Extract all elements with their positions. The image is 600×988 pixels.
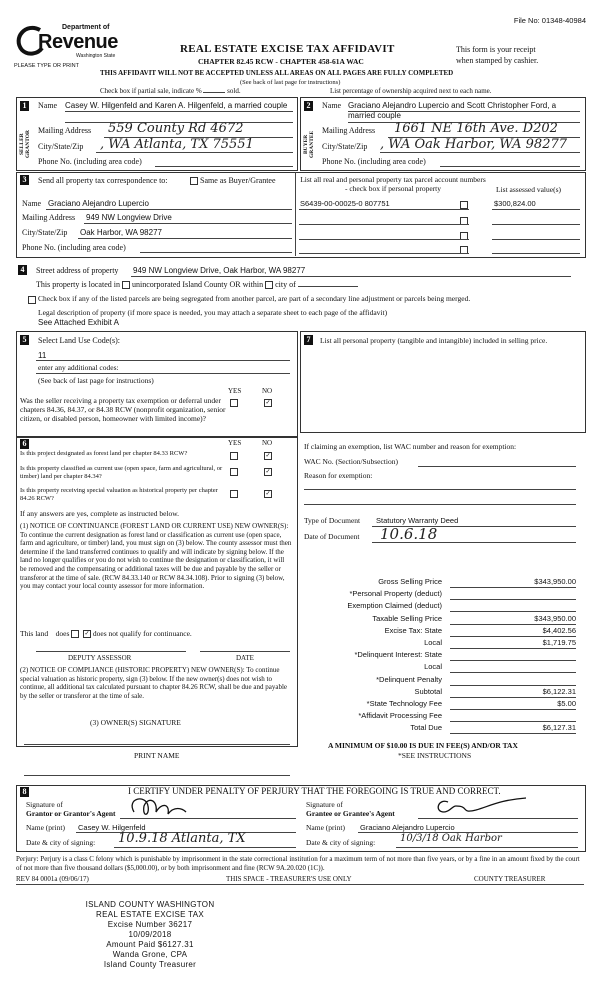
section-6-box [16,437,298,747]
grantee-agent-label: Grantee or Grantee's Agent [306,809,395,818]
location-line [36,280,358,289]
grantee-name-label: Name (print) [306,823,345,832]
forest-question: Is this project designated as forest land per chapter 84.33 RCW? [20,450,188,457]
correspondence-mail-label: Mailing Address [22,213,76,222]
land-use-code: 11 [38,351,47,360]
seller-name: Casey W. Hilgenfeld and Karen A. Hilgenfeld, a married couple [65,101,288,110]
grantee-date-city: 10/3/18 Oak Harbor [400,833,502,844]
see-instructions-note: *SEE INSTRUCTIONS [398,751,472,760]
tax-row-value [450,650,576,661]
exemption-claim-label: If claiming an exemption, list WAC number and reason for exemption: [304,442,517,451]
buyer-mail: 1661 NE 16th Ave. D202 [394,121,558,136]
tax-row-label: *Delinquent Interest: State [354,650,442,660]
this-land-label: This land [20,629,49,638]
seller-phone-label: Phone No. (including area code) [38,157,142,166]
tax-row [300,600,584,612]
unincorporated-checkbox[interactable] [122,281,130,289]
sec5-yes-header: YES [228,387,242,395]
partial-sale-label [100,87,241,95]
tax-row [300,710,584,722]
tax-row-label: Excise Tax: State [384,625,442,635]
grantor-agent-label: Grantor or Grantor's Agent [26,809,116,818]
stamp-line: Excise Number 36217 [107,920,193,929]
tax-computation-table [300,576,584,734]
print-name-label: PRINT NAME [134,751,180,760]
county-treasurer-label: COUNTY TREASURER [474,875,546,883]
tax-row-value [450,662,576,673]
section-3-number: 3 [20,175,29,185]
tax-row-value: $343,950.00 [450,614,576,625]
tax-row [300,649,584,661]
seller-city: , WA Atlanta, TX 75551 [100,137,254,152]
legal-description-label: Legal description of property (if more space is needed, you may attach a separate sheet to each page of the affidavit) [38,308,388,317]
tax-row-value [450,589,576,600]
same-as-buyer-label: Same as Buyer/Grantee [200,176,276,185]
logo-main: Revenue [38,31,118,53]
tax-row-label: *Delinquent Penalty [376,674,442,684]
owner-signature-label: (3) OWNER(S) SIGNATURE [90,718,181,727]
doc-date-label: Date of Document [304,532,360,541]
sec6-yes-header: YES [228,439,242,447]
section-2-number: 2 [304,101,313,111]
tax-row [300,625,584,637]
stamp-line: Wanda Grone, CPA [112,950,188,959]
see-back-note: (See back of last page for instructions) [240,79,341,86]
buyer-side-label: BUYER GRANTEE [303,130,315,158]
deputy-assessor-label: DEPUTY ASSESSOR [68,654,132,662]
minimum-fee-note: A MINIMUM OF $10.00 IS DUE IN FEE(S) AND/OR TAX [328,741,518,750]
buyer-phone-label: Phone No. (including area code) [322,157,426,166]
form-subtitle: CHAPTER 82.45 RCW - CHAPTER 458-61A WAC [198,57,364,66]
correspondence-mail: 949 NW Longview Drive [86,213,172,222]
buyer-name: Graciano Alejandro Lupercio and Scott Christopher Ford, a married couple [348,101,557,120]
segregation-text: Check box if any of the listed parcels are being segregated from another parcel, are part of a secondary line adjustment or parcels being merged. [38,294,471,303]
sec5-yes-checkbox[interactable] [230,399,238,407]
located-label: This property is located in [36,280,120,289]
personal-property-checkbox-1[interactable] [460,201,468,209]
please-type: PLEASE TYPE OR PRINT [14,63,80,69]
tax-row [300,722,584,734]
tax-row [300,576,584,588]
parcel-header: List all real and personal property tax parcel account numbers - check box if personal property [300,175,486,193]
stamp-line: 10/09/2018 [128,930,172,939]
assessor-date-label: DATE [236,654,254,662]
buyer-name-label: Name [322,101,342,110]
section-8-number: 8 [20,787,29,797]
street-label: Street address of property [36,266,119,275]
tax-row-value [450,711,576,722]
correspondence-name-label: Name [22,199,42,208]
sec5-no-header: NO [262,387,273,395]
buyer-city-label: City/State/Zip [322,142,368,151]
city-of-label: city of [275,280,296,289]
buyer-city: , WA Oak Harbor, WA 98277 [380,137,568,152]
grantor-date-label: Date & city of signing: [26,838,96,847]
grantee-signature-icon[interactable] [430,794,530,818]
tax-row-label: Subtotal [414,686,442,696]
segregation-checkbox[interactable] [28,295,36,304]
sec5-no-checkbox[interactable]: ✓ [265,400,271,407]
seller-city-label: City/State/Zip [38,142,84,151]
seller-side-label: SELLER GRANTOR [19,130,31,159]
section-7-number: 7 [304,335,313,345]
historic-no-checkbox[interactable]: ✓ [265,491,271,498]
grantor-signature-label [26,800,116,818]
does-not-checkbox[interactable]: ✓ [84,631,90,638]
sec6-no-header: NO [262,439,273,447]
city-of-checkbox[interactable] [265,281,273,289]
current-use-no-checkbox[interactable]: ✓ [265,469,271,476]
tax-row [300,698,584,710]
assessed-header: List assessed value(s) [496,185,561,194]
tax-row-label: *Affidavit Processing Fee [358,711,442,721]
ownership-note: List percentage of ownership acquired next to each name. [330,87,492,95]
tax-row-value: $6,122.31 [450,687,576,698]
additional-codes-label: enter any additional codes: [38,363,119,372]
historic-question: Is this property receiving special valuation as historical property per chapter 84.26 RCW? [20,487,218,502]
current-use-yes-checkbox[interactable] [230,468,238,476]
unincorporated-label: unincorporated Island County OR within [131,280,264,289]
stamp-line: REAL ESTATE EXCISE TAX [96,910,204,919]
does-not-label: does not qualify for continuance. [92,629,192,638]
doc-type-label: Type of Document [304,516,361,525]
tax-row-label: Taxable Selling Price [372,613,442,623]
acceptance-warning: THIS AFFIDAVIT WILL NOT BE ACCEPTED UNLESS ALL AREAS ON ALL PAGES ARE FULLY COMPLETED [100,69,454,77]
stamp-line: ISLAND COUNTY WASHINGTON [85,900,215,909]
notice-of-compliance: (2) NOTICE OF COMPLIANCE (HISTORIC PROPERTY) NEW OWNER(S): To continue special valuation as historic property, sign (3) below. If the new owner(s) does not wish to continue, all additional tax calculated pursuant to chapter 84.26 RCW, shall be due and payable by the seller or transferor at the time of sale. [20,666,288,700]
tax-row [300,613,584,625]
send-correspondence-label: Send all property tax correspondence to: [38,176,168,185]
tax-row-label: *Personal Property (deduct) [349,589,442,599]
tax-row [300,637,584,649]
tax-row [300,661,584,673]
reason-label: Reason for exemption: [304,471,373,480]
same-as-buyer-option[interactable] [190,176,276,185]
treasurer-use-label: THIS SPACE - TREASURER'S USE ONLY [226,875,352,883]
forest-yes-checkbox[interactable] [230,452,238,460]
same-as-buyer-checkbox[interactable] [190,177,198,185]
tax-row-value: $1,719.75 [450,638,576,649]
grantor-date-city: 10.9.18 Atlanta, TX [118,831,246,846]
partial-sale-sold: sold. [227,87,241,95]
if-yes-note: If any answers are yes, complete as instructed below. [20,509,180,518]
tax-row-value: $4,402.56 [450,626,576,637]
stamp-line: Island County Treasurer [103,960,197,969]
treasurer-stamp [70,900,230,970]
grantor-sig-of: Signature of [26,800,63,809]
file-number: File No: 01348-40984 [513,16,586,25]
legal-description: See Attached Exhibit A [38,318,119,327]
grantee-name: Graciano Alejandro Lupercio [360,823,455,832]
tax-row [300,674,584,686]
grantor-name-label: Name (print) [26,823,65,832]
wac-label: WAC No. (Section/Subsection) [304,457,398,466]
correspondence-name: Graciano Alejandro Lupercio [48,199,149,208]
correspondence-phone-label: Phone No. (including area code) [22,243,126,252]
continuance-line [20,629,192,638]
section-5-number: 5 [20,335,29,345]
tax-row-label: Gross Selling Price [378,577,442,586]
buyer-mail-label: Mailing Address [322,126,376,135]
land-use-instructions: (See back of last page for instructions) [38,376,154,385]
receipt-note-2: when stamped by cashier. [456,56,539,65]
receipt-note-1: This form is your receipt [456,45,536,54]
current-use-question: Is this property classified as current use (open space, farm and agricultural, or timber) land per chapter 84.34? [20,465,223,480]
section-4-number: 4 [18,265,27,275]
tax-row-value: $5.00 [450,699,576,710]
seller-mail-label: Mailing Address [38,126,92,135]
form-title: REAL ESTATE EXCISE TAX AFFIDAVIT [180,43,395,55]
tax-row-value: $343,950.00 [450,577,576,588]
seller-name-label: Name [38,101,58,110]
forest-no-checkbox[interactable]: ✓ [265,453,271,460]
street-address: 949 NW Longview Drive, Oak Harbor, WA 98277 [133,266,306,275]
does-label: does [55,629,70,638]
tax-row-label: Local [424,637,442,647]
assessed-value: $300,824.00 [494,199,536,208]
partial-sale-text: Check box if partial sale, indicate % [100,87,202,95]
certification-text: I CERTIFY UNDER PENALTY OF PERJURY THAT THE FOREGOING IS TRUE AND CORRECT. [128,786,501,796]
tax-row [300,588,584,600]
doc-date: 10.6.18 [380,525,438,543]
tax-row-label: Local [424,662,442,672]
personal-property-list-label: List all personal property (tangible and intangible) included in selling price. [320,336,548,345]
perjury-statement: Perjury: Perjury is a class C felony which is punishable by imprisonment in the state correctional institution for a maximum term of not more than five years, or by a fine in an amount fixed by the court of not more than five thousand dollars ($5,000.00), or by both imprisonment and fine (RCW 9A.20.020 (1C)). [16,855,580,872]
section-1-number: 1 [20,101,29,111]
dor-logo [14,22,124,62]
grantee-sig-of: Signature of [306,800,343,809]
tax-row-label: Exemption Claimed (deduct) [347,601,442,611]
revision-number: REV 84 0001a (09/06/17) [16,875,89,883]
correspondence-city-label: City/State/Zip [22,228,68,237]
grantee-signature-label [306,800,395,818]
grantee-date-label: Date & city of signing: [306,838,376,847]
tax-row-value: $6,127.31 [450,723,576,734]
stamp-line: Amount Paid $6127.31 [106,940,194,949]
notice-of-continuance: (1) NOTICE OF CONTINUANCE (FOREST LAND OR CURRENT USE) NEW OWNER(S): To continue the current designation as forest land or classification as current use (open space, farm and agriculture, or timber) land, you must sign on (3) below. The county assessor must then determine if the land transferred continues to qualify and will indicate by signing below. If the land no longer qualifies or you do not wish to continue the designation or classification, it will be removed and the compensating or additional taxes will be due and payable by the seller or transferor at the time of sale. (RCW 84.33.140 or RCW 84.34.108). Prior to signing (3) below, you may contact your local county assessor for more information. [20,522,292,591]
correspondence-city: Oak Harbor, WA 98277 [80,228,162,237]
tax-row-value [450,675,576,686]
tax-row-label: Total Due [410,723,442,733]
parcel-number: S6439-00-00025-0 807751 [300,199,390,208]
grantor-name: Casey W. Hilgenfeld [78,823,146,832]
land-use-label: Select Land Use Code(s): [38,336,120,345]
exemption-question: Was the seller receiving a property tax exemption or deferral under chapters 84.36, 84.37, or 84.38 RCW (nonprofit organization, senior citizen, or disabled person, homeowner with limited income)? [20,396,226,423]
section-6-number: 6 [20,439,29,449]
tax-row-value [450,601,576,612]
seller-mail: 559 County Rd 4672 [108,121,244,136]
section-7-box [300,331,586,433]
historic-yes-checkbox[interactable] [230,490,238,498]
doc-type: Statutory Warranty Deed [376,516,459,525]
logo-top: Department of [62,24,110,31]
tax-row-label: *State Technology Fee [366,698,442,708]
does-checkbox[interactable] [71,630,79,638]
logo-sub: Washington State [76,53,116,59]
tax-row [300,686,584,698]
